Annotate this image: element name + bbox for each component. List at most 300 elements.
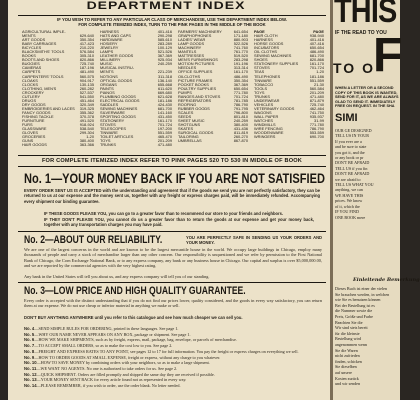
index-entry-page: 451-464 <box>79 97 94 103</box>
index-entry-label: MANTELS <box>178 49 197 55</box>
index-entry-page: 407-416 <box>309 41 324 47</box>
index-entry-label: EMBROIDERIES AND LACES <box>22 105 75 111</box>
index-entry-label: TOILET ARTICLES <box>100 134 134 140</box>
index-entry-page: 486-490 <box>309 49 324 55</box>
index-entry-label: SCALES <box>178 109 194 115</box>
index-entry-page: 938-940 <box>309 33 324 39</box>
index-entry-page: 171-180 <box>233 33 248 39</box>
index-entry-page: 650-654 <box>233 85 248 91</box>
index-entry-page: 355-362 <box>79 109 94 115</box>
money-back-text-2: IF THESE GOODS PLEASE YOU, you can go to a greater favor than to recommend our store to your friends and neighbors. <box>44 211 283 216</box>
index-entry-label: POCKET BOOKS <box>178 81 209 87</box>
index-entry-label: GLOVES <box>22 130 39 136</box>
text-line: DON'T BE AFRAID <box>335 160 370 166</box>
index-column-2 <box>100 30 172 147</box>
index-entry-label: ELECTRICAL GOODS <box>100 97 140 103</box>
text-line: or any book or pr <box>335 155 364 161</box>
numbered-rules-list <box>24 326 320 389</box>
index-entry-page: 319-325 <box>79 105 94 111</box>
index-entry-page: 585-610 <box>157 37 172 43</box>
guarantee-heading: No. 3—LOW PRICE AND HIGH QUALITY GUARANTEE. <box>24 285 246 297</box>
index-entry-page: 299-304 <box>79 130 94 136</box>
index-entry-page: 221-239 <box>157 69 172 75</box>
index-entry-label: VEHICLES <box>254 101 274 107</box>
text-line: WE HAVE THIS <box>335 192 364 198</box>
index-entry-page: 21-30 <box>314 81 324 87</box>
index-entry-page: 925-934 <box>157 57 172 63</box>
index-entry-label: FURNITURE <box>22 118 45 124</box>
index-entry-label: SHEET MUSIC <box>178 118 205 124</box>
text-line: prices. We know <box>335 198 363 204</box>
index-entry-label: SILVERWARE <box>100 109 126 115</box>
text-line: you got it, and the <box>335 149 365 155</box>
index-entry-page: 771-780 <box>233 89 248 95</box>
index-entry-label: MENTS <box>22 33 36 39</box>
text-line: TELL US if you fin <box>335 165 368 171</box>
rule-number: No. 4 <box>24 326 35 331</box>
money-back-heading: No. 1—YOUR MONEY BACK IF YOU ARE NOT SATISFIED <box>24 171 325 186</box>
text-line: of it, which the <box>335 203 360 209</box>
index-entry-page: 491-520 <box>79 118 94 124</box>
german-section-heading: Einleitende Bemerkung <box>353 277 420 283</box>
index-entry-label: OIL CLOTHS <box>254 49 277 55</box>
index-entry-page: 725-740 <box>79 61 94 67</box>
index-entry-page: 320-349 <box>79 101 94 107</box>
index-entry-label: BOOKS <box>22 53 36 59</box>
index-entry-page: 725-740 <box>309 101 324 107</box>
index-entry-page: 290-298 <box>157 33 172 39</box>
index-entry-page: 201-209 <box>157 138 172 144</box>
index-entry-page: 521-526 <box>157 49 172 55</box>
index-entry-page: 1-20 <box>316 69 324 75</box>
dont-buy-text: DON'T BUY ANYTHING ANYWHERE until you refer to this catalogue and see how much cheaper we can sell you. <box>24 315 243 320</box>
index-entry-label: HAIR GOODS <box>22 142 47 148</box>
index-entry-label: GUNS <box>22 138 34 144</box>
index-entry-label: FISHING TACKLE <box>22 113 54 119</box>
index-entry-page: 690-700 <box>309 134 324 140</box>
index-entry-label: GROCERIES <box>22 134 46 140</box>
divider <box>18 231 326 232</box>
rule-number: No. 5 <box>24 331 35 337</box>
index-entry-page: 786-790 <box>309 126 324 132</box>
index-entry-label: TINWARE <box>100 130 118 136</box>
divider <box>18 282 326 283</box>
index-entry-label: AGRICULTURAL IMPLE- <box>22 29 66 34</box>
text-line: TELL US WHAT YOU <box>335 182 374 188</box>
index-entry-page: 791-795 <box>233 105 248 111</box>
index-entry-label: LAMP GOODS <box>178 41 205 47</box>
index-entry-page: 181-186 <box>309 73 324 79</box>
index-entry-label: TRUNKS <box>100 142 116 148</box>
index-entry-label: SEWING MACHINES <box>100 105 138 111</box>
text-line: TELL US IN YOUR <box>335 133 369 139</box>
index-entry-page: 401-416 <box>309 37 324 43</box>
index-entry-page: 481-490 <box>79 69 94 75</box>
text-line: Sie dieselben <box>335 364 357 370</box>
index-entry-label: RANGES AND STOVES <box>178 93 221 99</box>
index-entry-label: WALL PAPER <box>254 113 279 119</box>
rule-number: No. 10 <box>24 360 37 366</box>
index-entry-label: OPTICAL GOODS <box>100 77 133 83</box>
index-entry-label: BABY CARRIAGES <box>22 41 57 47</box>
index-entry-label: STATIONERY <box>100 118 125 124</box>
text-line: für die kleinste <box>335 330 360 336</box>
index-entry-page: 771-780 <box>309 122 324 128</box>
complete-index-reference: FOR COMPLETE ITEMIZED INDEX REFER TO PINK PAGES 520 TO 530 IN MIDDLE OF BOOK <box>41 158 303 164</box>
index-entry-page: 471-480 <box>309 93 324 99</box>
index-entry-page: 553-559 <box>309 130 324 136</box>
index-entry-label: TINWARE <box>254 77 272 83</box>
index-entry-label: NOTIONS <box>100 73 118 79</box>
index-entry-label: PAINTS <box>100 85 114 91</box>
index-entry-page: 260-270 <box>233 134 248 140</box>
text-line: nicht zufrieden <box>335 353 360 359</box>
rule-number: No. 13 <box>24 377 37 383</box>
index-entry-page: 611-620 <box>158 85 172 91</box>
index-entry-page: 761-770 <box>233 49 248 55</box>
index-entry-page: 380-400 <box>79 138 94 144</box>
text-line: anything, we can <box>335 187 363 193</box>
index-entry-label: CAMERAS <box>22 65 42 71</box>
index-entry-label: BOOTS AND SHOES <box>22 57 60 63</box>
index-entry-label: TAILORING <box>178 134 199 140</box>
index-entry-page: 187-196 <box>79 65 94 71</box>
german-text-lines <box>335 286 400 387</box>
index-entry-label: HARDWARE <box>100 37 123 43</box>
right-page-note: WHEN A LETTER OR A SECOND COPY OF THIS BOOK IS WANTED, SEND FOR IT, AS WE ARE ALWAYS GLAD TO SEND IT. IMMEDIATELY FREE ON REQUEST. IN THE SHA <box>335 86 399 109</box>
index-entry-page: 283-289 <box>157 41 172 47</box>
index-column-4 <box>254 30 324 139</box>
index-entry-page: 560-575 <box>79 73 94 79</box>
index-entry-label: UNDERWEAR <box>254 97 280 103</box>
guarantee-text: Every order is accepted with the distinct understanding that if you do not find our prices lower, quality considered, and the goods in every way satisfactory, you can return them at our expense. We do not use cheap or inferior material in anything we make or sell. <box>24 298 322 309</box>
divider <box>18 166 326 167</box>
index-entry-label: MATTRESSES <box>178 53 205 59</box>
index-entry-page: 681-700 <box>309 53 324 59</box>
money-back-text: EVERY ORDER SENT US IS ACCEPTED with the understanding and agreement that if the goods we send you are not perfectly satisfactory, they can be returned to us at our expense and the money sent us, together with any freight or express charges paid, will be immediately refunded. Accompanying every shipment our binding guarantee. <box>24 188 320 204</box>
index-entry-label: WATCHES <box>254 118 274 124</box>
index-entry-label: WIRE FENCING <box>254 126 283 132</box>
index-entry-page: 465-470 <box>157 134 172 140</box>
index-entry-page: 417-423 <box>79 41 94 47</box>
index-entry-label: TELEPHONES <box>254 73 281 79</box>
text-line: Kosten zurück <box>335 375 359 381</box>
right-page-simple-heading: SIMI <box>335 112 358 124</box>
rule-text: —TO ACCEPT SMALL ORDERS, so as to make the cost low to you. See page 2. <box>34 343 173 349</box>
index-entry-label: GLASSWARE <box>22 126 47 132</box>
index-entry-page: 210-220 <box>79 45 94 51</box>
index-entry-label: STOVES <box>254 65 270 71</box>
index-entry-page: 31-99 <box>314 118 324 124</box>
index-entry-label: DRY GOODS <box>22 101 46 107</box>
index-entry-label: CUTLERY <box>22 93 41 99</box>
text-line: und wir senden <box>335 381 361 387</box>
index-entry-label: TOBACCO <box>254 81 274 87</box>
text-line: and be sure to state <box>335 144 367 150</box>
index-entry-page: 935-937 <box>309 113 324 119</box>
numbered-rule <box>24 383 320 389</box>
rule-number: No. 8 <box>24 348 35 354</box>
index-entry-label: CLOTHING, MEN'S <box>22 85 57 91</box>
index-column-3 <box>178 30 248 143</box>
index-entry-page: 100-129 <box>157 45 172 51</box>
index-entry-label: SADDLES <box>100 101 119 107</box>
index-entry-label: ROOFING <box>178 101 197 107</box>
index-entry-label: VETERINARY GOODS <box>254 105 295 111</box>
index-entry-page: 181-186 <box>157 97 172 103</box>
text-line: Bestellung wird <box>335 336 362 342</box>
index-entry-page: 560-584 <box>309 85 324 91</box>
index-entry-label: CROCKERY <box>22 89 44 95</box>
index-entry-label: LEATHER GOODS <box>100 53 134 59</box>
index-entry-page: 519-520 <box>233 53 248 59</box>
index-entry-page: 669-680 <box>157 89 172 95</box>
index-entry-label: HATS AND CAPS <box>100 33 131 39</box>
index-entry-page: 538-540 <box>79 126 94 132</box>
index-entry-label: ORGANS <box>100 81 117 87</box>
index-entry-page: 141-160 <box>157 109 172 115</box>
index-entry-label: MENTS <box>100 69 114 75</box>
index-entry-page: 161-170 <box>233 69 248 75</box>
index-entry-page: 305-310 <box>79 53 94 59</box>
index-entry-label: MACHINERY <box>178 45 202 51</box>
index-entry-page: 551-559 <box>157 130 172 136</box>
index-entry-page: 260-282 <box>79 85 94 91</box>
right-page-subline: IF THE READ TO YOU <box>335 30 387 36</box>
text-line: Preis, Größe und Farbe <box>335 313 373 319</box>
rule-number: No. 11 <box>24 365 37 371</box>
right-page <box>333 0 420 400</box>
index-entry-page: 363-366 <box>79 142 94 148</box>
index-entry-label: TRUNKS <box>254 93 270 99</box>
index-entry-page: 1-20 <box>86 134 94 140</box>
reliability-heading: No. 2—ABOUT OUR RELIABILITY. <box>24 234 163 246</box>
rule-number: No. 14 <box>24 383 37 389</box>
index-entry-label: PLUMBING GOODS <box>100 93 136 99</box>
index-entry <box>100 143 172 147</box>
index-entry-label: MEN'S FURNISHINGS <box>178 57 218 63</box>
index-entry-label: TEAS <box>254 69 265 75</box>
index-entry-label: HARNESS <box>100 29 119 34</box>
index-entry-label: MUSICAL INSTRU- <box>100 65 135 71</box>
index-entry-page: 621-628 <box>157 93 172 99</box>
index-entry-page: 462-464 <box>309 105 324 111</box>
rule-text: —WHY OUR NAME NEVER APPEARS ON ANY BOX, package or shipment. See page 1. <box>34 331 191 337</box>
index-entry-label: ART GOODS <box>22 37 46 43</box>
index-entry-page: 820-866 <box>79 57 94 63</box>
text-line: angenommen wenn <box>335 341 367 347</box>
index-entry-label: DRUGS <box>22 97 37 103</box>
text-line: ONE BOOK mere <box>335 214 366 220</box>
rule-text: —HOW TO SAVE MONEY by combining orders with your neighbors, so as to make a large shipment. <box>36 360 210 366</box>
index-entry-page: 701-724 <box>157 122 172 128</box>
index-entry-label: SHOTGUNS <box>178 122 201 128</box>
index-intro-line-2: FOR COMPLETE ITEMIZED INDEX, TURN TO THE PINK PAGES IN THE MIDDLE OF THE BOOK <box>78 22 266 27</box>
index-entry-page: 350-354 <box>233 77 248 83</box>
rule-number: No. 12 <box>24 371 37 377</box>
index-entry-label: INCUBATORS <box>254 45 280 51</box>
index-entry-page: 311-318 <box>158 73 172 79</box>
index-entry-label: WRINGERS <box>254 134 276 140</box>
text-line: If you ever are a <box>335 138 362 144</box>
right-page-big-letter: F <box>373 29 403 82</box>
index-entry-label: HORSE GOODS <box>254 41 284 47</box>
index-entry-page: 313-314 <box>233 65 248 71</box>
index-entry-label: WINDMILLS <box>254 122 276 128</box>
text-line: Sie brauchen werden, in welchen <box>335 291 390 297</box>
text-line: Sie die Waren <box>335 347 358 353</box>
index-entry-label: PUMPS <box>178 89 192 95</box>
index-entry-label: HAIR CLOTH <box>254 33 278 39</box>
index-entry-page: 741-760 <box>233 45 248 51</box>
index-entry-label: JEWELRY <box>100 45 119 51</box>
index-entry-label: SPORTING GOODS <box>100 113 136 119</box>
index-entry-page: 811-819 <box>234 130 248 136</box>
index-entry-label: MUSIC <box>100 61 113 67</box>
index-entry-label: STOVES <box>100 122 116 128</box>
index-entry-label: SHOES <box>254 57 268 63</box>
text-line: IF YOU FIND <box>335 209 359 215</box>
rule-number: No. 7 <box>24 343 35 349</box>
index-entry-label: BICYCLES <box>22 45 42 51</box>
index-entry-label: FURS <box>22 122 33 128</box>
index-entry-page: 880-903 <box>233 37 248 43</box>
index-entry <box>178 139 248 143</box>
right-page-headline: THIS <box>334 0 397 30</box>
index-entry-page: PAGE <box>313 29 324 34</box>
index-entry-label: LADIES' WEAR <box>178 37 206 43</box>
index-entry-label: NEEDLES <box>178 65 197 71</box>
divider <box>18 15 326 16</box>
index-entry-page: 522-526 <box>233 41 248 47</box>
index-entry-page: 655-668 <box>157 81 172 87</box>
index-entry-page: 576-584 <box>79 49 94 55</box>
rule-text: —HOW TO ORDER GOODS AT SMALL EXPENSE, freight or express, without any charge to you whatever. <box>34 354 221 360</box>
index-entry-page: 471-480 <box>157 142 172 148</box>
index-entry-page: 380-400 <box>233 122 248 128</box>
index-entry-label: SKATES <box>178 126 194 132</box>
index-entry-page: 197-200 <box>157 126 172 132</box>
index-entry-label: PICTURE FRAMES <box>178 77 213 83</box>
index-entry-label: WOODENWARE <box>254 130 284 136</box>
rule-text: —QUICK SHIPMENT. Orders are filled promptly and shipped the same day they are received if possible. <box>36 371 215 377</box>
index-entry-label: CLOCKS <box>22 81 38 87</box>
index-entry-page: 367-369 <box>157 53 172 59</box>
index-entry-page: 701-724 <box>233 93 248 99</box>
left-page <box>8 0 330 400</box>
index-entry-label: BUGGIES <box>22 61 40 67</box>
text-line: OUR GE DESIGNED <box>335 128 372 133</box>
index-entry-page: 867-870 <box>233 138 248 144</box>
reliability-text: We are one of the largest concerns in the world and are known to be the largest mercantile house in the world. We occupy large buildings in Chicago, employ many thousands of people and carry a stock of merchandise larger than any other concern. Our responsibility is unquestioned and we refer by permission to the First National Bank of Chicago, the Corn Exchange National Bank, or to any express company, any bank or any business house in Chicago. Our capital and surplus is over $5,000,000.00, and we are reported by the commercial agencies with the very highest rating. <box>24 247 322 269</box>
index-entry-label: HARNESS <box>254 37 273 43</box>
text-line: we are afraid to <box>335 176 361 182</box>
index-entry-label: TOOLS <box>254 85 268 91</box>
index-entry-page: 786-790 <box>233 101 248 107</box>
index-entry-page: 350-354 <box>79 37 94 43</box>
index-entry-label: REFRIGERATORS <box>178 97 212 103</box>
index-entry-page: 650-654 <box>309 45 324 51</box>
index-entry-label: LAMPS <box>100 49 114 55</box>
index-entry-label: CARPETS <box>22 69 41 75</box>
text-line: Beachten Sie die <box>335 319 363 325</box>
text-line: DON'T BE AFRAID <box>335 171 370 177</box>
index-entry-label: TELESCOPES <box>100 126 126 132</box>
index-entry-page: 431-436 <box>233 126 248 132</box>
index-entry-page: 741-750 <box>309 109 324 115</box>
index-intro-line-1: IF YOU WISH TO REFER TO ANY PARTICULAR CLASS OF MERCHANDISE, USE THE DEPARTMENT INDEX BELOW. <box>57 17 287 22</box>
text-line: Bei der Bestellung ist es <box>335 302 375 308</box>
text-line: wie Sie es benutzen können <box>335 297 381 303</box>
rule-number: No. 9 <box>24 354 35 360</box>
index-entry-page: 801-810 <box>233 113 248 119</box>
index-entry-page: 370-378 <box>79 113 94 119</box>
divider <box>18 155 326 156</box>
index-entry-page: 136-140 <box>157 77 172 83</box>
index-entry-page: 904-917 <box>79 77 94 83</box>
money-back-text-3: IF THEY DON'T PLEASE YOU, you cannot do us a greater favor than to return the goods at our expense and get your money back, together with any transportation charges you may have paid. <box>44 217 314 228</box>
text-line: finden, schicken <box>335 358 362 364</box>
index-entry-page: 681-700 <box>157 105 172 111</box>
index-entry-label: FARMERS' MACHINERY <box>178 29 222 34</box>
index-entry-label: GRAPHOPHONES <box>178 33 212 39</box>
rule-text: —WE WANT NO AGENTS. No one is authorized to take orders for us. See page 2. <box>36 365 178 371</box>
index-entry-page: 701-724 <box>309 65 324 71</box>
index-column-1 <box>22 30 94 147</box>
index-entry-page: 641-654 <box>233 29 248 34</box>
index-entry-label: UMBRELLAS <box>178 138 202 144</box>
index-entry-page: 130-135 <box>79 81 94 87</box>
index-entry-label: CLOAKS <box>22 77 38 83</box>
index-entry-page: 367-369 <box>233 81 248 87</box>
index-entry-page: 424-430 <box>157 101 172 107</box>
index-entry-page: 796-800 <box>233 109 248 115</box>
index-entry-label: OILCLOTHS <box>178 73 201 79</box>
rule-text: —HOW WE MAKE SHIPMENTS, such as by freight, express, mail, package, bag, envelope, or parcels of merchandise. <box>34 337 237 343</box>
index-entry <box>254 135 324 139</box>
index-entry <box>22 143 94 147</box>
index-entry-label: STATIONERY SUPPLIES <box>254 61 299 67</box>
text-line: auf unsere <box>335 369 352 375</box>
index-entry-page: 161-170 <box>157 118 172 124</box>
index-entry-label: CARPENTERS' TOOLS <box>22 73 64 79</box>
index-entry-label: PIANOS <box>100 89 115 95</box>
index-entry-label: FANCY GOODS <box>22 109 51 115</box>
index-entry-page: 240-259 <box>157 61 172 67</box>
index-entry-page: 820-866 <box>309 57 324 63</box>
index-entry-label: TOYS <box>254 89 265 95</box>
rule-text: —YOUR MONEY SENT BACK for every article found not as represented in every way. <box>36 377 187 383</box>
index-entry-label: PAGE <box>254 29 265 34</box>
text-line: Wir sind stets bereit <box>335 325 368 331</box>
index-entry-label: HOSIERY <box>100 41 118 47</box>
right-page-text-lines <box>335 128 400 220</box>
index-entry-label: MOTION PICTURES <box>178 61 215 67</box>
department-index-title: DEPARTMENT INDEX <box>86 0 246 12</box>
index-entry-label: BLACKSMITHS' TOOLS <box>22 49 65 55</box>
index-entry-page: 283-298 <box>233 57 248 63</box>
index-entry-page: 201-209 <box>309 89 324 95</box>
index-entry-page: 401-416 <box>157 29 172 34</box>
rule-number: No. 6 <box>24 337 35 343</box>
index-entry-page: 161-170 <box>309 61 324 67</box>
text-line: die Nummer sowie die <box>335 308 373 314</box>
index-entry-label: SEWING MACHINES <box>254 53 292 59</box>
index-entry-page: 191-196 <box>233 61 248 67</box>
index-entry-label: SEEDS <box>178 113 192 119</box>
index-entry-page: 527-537 <box>79 89 94 95</box>
rule-text: —PLEASE REMEMBER, if you wish to order, use the order blank. No letter needed. <box>36 383 181 389</box>
